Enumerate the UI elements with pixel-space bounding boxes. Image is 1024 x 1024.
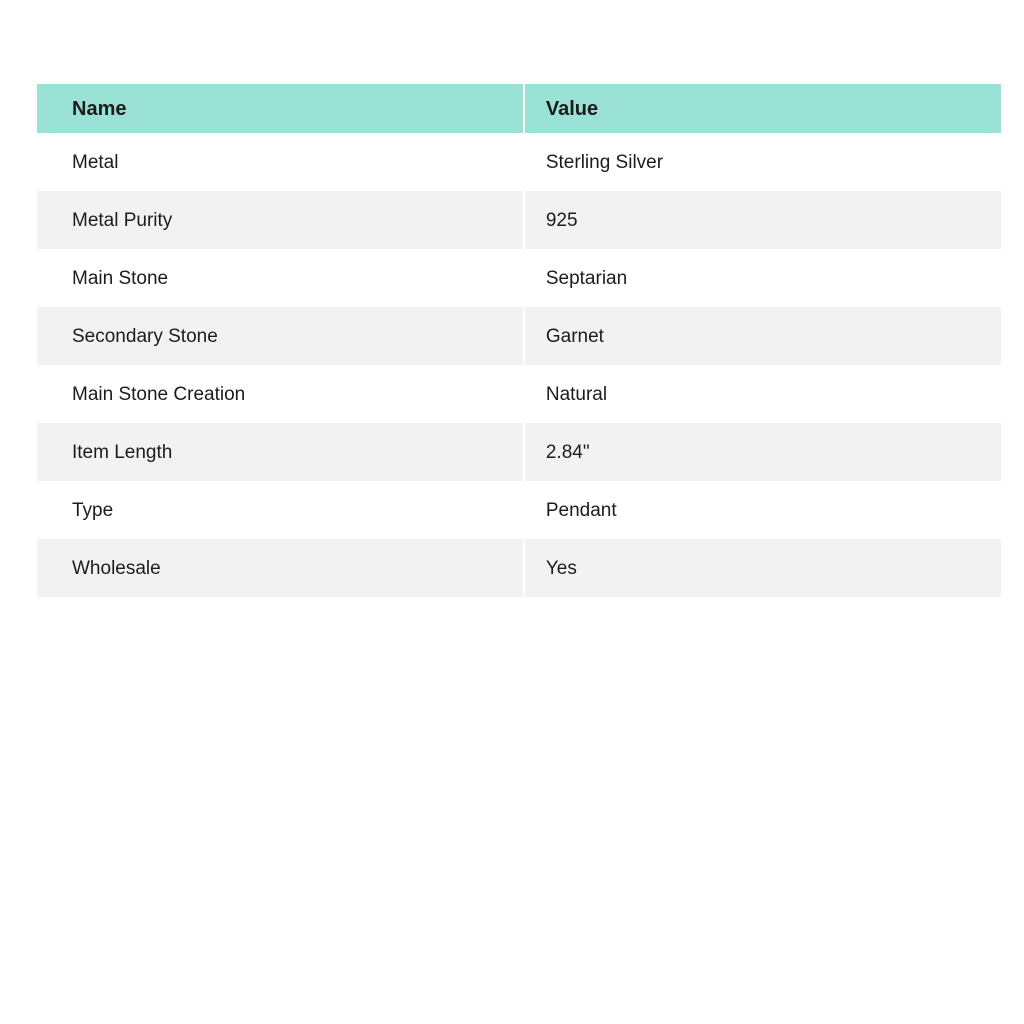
attribute-value-cell [523, 307, 1001, 365]
product-spec-table [37, 84, 1001, 597]
header-value-label: Value [545, 97, 599, 120]
attribute-name: Secondary Stone [72, 325, 218, 347]
attribute-name: Metal [72, 151, 119, 173]
attribute-value: Natural [545, 383, 608, 405]
table-body [37, 133, 1001, 597]
attribute-name-cell [37, 539, 523, 597]
attribute-name: Item Length [72, 441, 173, 463]
attribute-name-cell [37, 365, 523, 423]
attribute-name-cell [37, 249, 523, 307]
header-cell-name [37, 84, 523, 133]
table-row [37, 133, 1001, 191]
table-row [37, 481, 1001, 539]
attribute-value: Septarian [545, 267, 628, 289]
attribute-name: Type [72, 499, 114, 521]
table-row [37, 191, 1001, 249]
attribute-value: Yes [545, 557, 577, 579]
attribute-value-cell [523, 249, 1001, 307]
attribute-value: Sterling Silver [545, 151, 664, 173]
attribute-name-cell [37, 133, 523, 191]
attribute-name-cell [37, 307, 523, 365]
attribute-value-cell [523, 133, 1001, 191]
attribute-name: Main Stone Creation [72, 383, 246, 405]
header-name-label: Name [72, 97, 127, 120]
attribute-name-cell [37, 423, 523, 481]
attribute-value-cell [523, 191, 1001, 249]
header-cell-value [523, 84, 1001, 133]
attribute-name: Metal Purity [72, 209, 173, 231]
table-row [37, 307, 1001, 365]
table-row [37, 249, 1001, 307]
attribute-name-cell [37, 191, 523, 249]
table-row [37, 539, 1001, 597]
attribute-name-cell [37, 481, 523, 539]
attribute-value: 925 [545, 209, 578, 231]
table-row [37, 365, 1001, 423]
attribute-name: Wholesale [72, 557, 161, 579]
attribute-value-cell [523, 423, 1001, 481]
attribute-value-cell [523, 481, 1001, 539]
attribute-value: Pendant [545, 499, 617, 521]
attribute-value: 2.84" [545, 441, 590, 463]
attribute-value-cell [523, 539, 1001, 597]
attribute-value-cell [523, 365, 1001, 423]
table-header-row [37, 84, 1001, 133]
attribute-value: Garnet [545, 325, 604, 347]
attribute-name: Main Stone [72, 267, 169, 289]
table-row [37, 423, 1001, 481]
